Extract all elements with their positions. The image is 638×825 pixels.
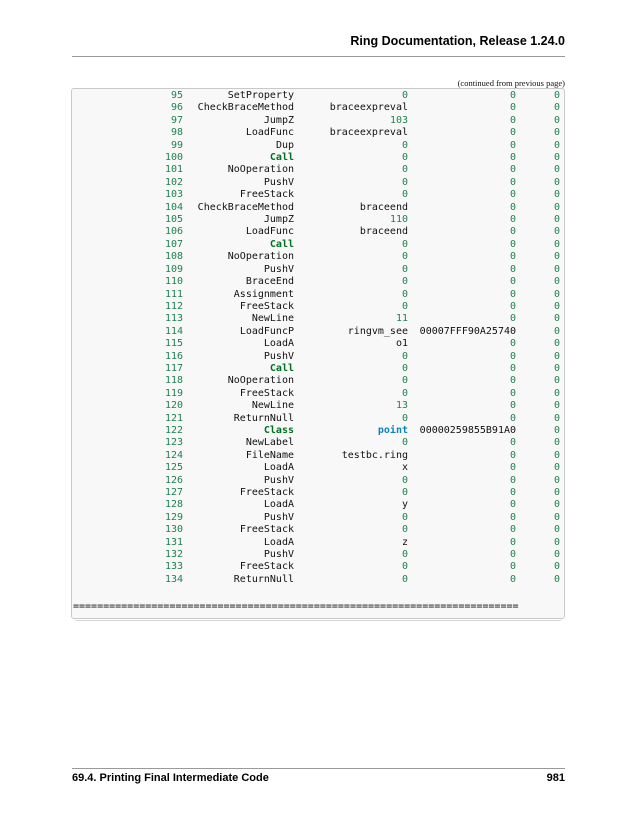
- operand: 0: [401, 549, 408, 561]
- operand: 0: [401, 511, 408, 523]
- code-rows: [72, 90, 564, 586]
- parameter-1: 0: [509, 499, 516, 511]
- parameter-2: 0: [553, 276, 560, 288]
- line-number: 110: [164, 276, 183, 288]
- parameter-1: 0: [509, 276, 516, 288]
- line-number: 109: [164, 263, 183, 275]
- operand: o1: [395, 338, 408, 350]
- code-row: [72, 226, 564, 238]
- parameter-1: 0: [509, 127, 516, 139]
- code-row: [72, 450, 564, 462]
- opcode: FileName: [245, 449, 294, 461]
- line-number: 112: [164, 300, 183, 312]
- opcode: FreeStack: [239, 300, 294, 312]
- parameter-1: 0: [509, 350, 516, 362]
- operand: 0: [401, 412, 408, 424]
- code-row: [72, 363, 564, 375]
- code-row: [72, 351, 564, 363]
- parameter-2: 0: [553, 362, 560, 374]
- operand: 0: [401, 437, 408, 449]
- code-row: [72, 524, 564, 536]
- line-number: 122: [164, 424, 183, 436]
- code-row: [72, 264, 564, 276]
- code-row: [72, 388, 564, 400]
- parameter-1: 0: [509, 139, 516, 151]
- parameter-2: 0: [553, 474, 560, 486]
- code-row: [72, 301, 564, 313]
- parameter-2: 0: [553, 189, 560, 201]
- parameter-1: 0: [509, 114, 516, 126]
- parameter-1: 0: [509, 487, 516, 498]
- line-number: 105: [164, 214, 183, 226]
- line-number: 123: [164, 437, 183, 449]
- parameter-2: 0: [553, 424, 560, 436]
- parameter-2: 0: [553, 226, 560, 238]
- parameter-2: 0: [553, 214, 560, 226]
- operand: 0: [401, 573, 408, 585]
- line-number: 108: [164, 251, 183, 263]
- parameter-2: 0: [553, 499, 560, 511]
- opcode: ReturnNull: [233, 573, 294, 585]
- operand: x: [401, 462, 408, 474]
- line-number: 99: [170, 139, 183, 151]
- operand: 0: [401, 276, 408, 288]
- opcode: PushV: [263, 263, 294, 275]
- opcode: Assignment: [233, 288, 294, 300]
- opcode: LoadA: [263, 536, 294, 548]
- opcode: CheckBraceMethod: [197, 201, 294, 213]
- opcode: NewLine: [251, 400, 294, 412]
- code-row: [72, 115, 564, 127]
- parameter-2: 0: [553, 350, 560, 362]
- code-row: [72, 437, 564, 449]
- line-number: 102: [164, 176, 183, 188]
- opcode: LoadA: [263, 462, 294, 474]
- operand: z: [401, 536, 408, 548]
- footer-divider: [72, 768, 565, 769]
- parameter-1: 0: [509, 387, 516, 399]
- operand: 0: [401, 139, 408, 151]
- parameter-2: 0: [553, 201, 560, 213]
- operand: braceend: [359, 201, 408, 213]
- code-row: [72, 326, 564, 338]
- parameter-2: 0: [553, 176, 560, 188]
- parameter-1: 00007FFF90A25740: [419, 325, 516, 337]
- parameter-1: 0: [509, 412, 516, 424]
- parameter-2: 0: [553, 139, 560, 151]
- code-row: [72, 338, 564, 350]
- parameter-2: 0: [553, 325, 560, 337]
- parameter-2: 0: [553, 573, 560, 585]
- operand: point: [377, 424, 408, 436]
- operand: 0: [401, 238, 408, 250]
- parameter-2: 0: [553, 238, 560, 250]
- operand: 0: [401, 164, 408, 176]
- line-number: 97: [170, 114, 183, 126]
- parameter-2: 0: [553, 251, 560, 263]
- opcode: LoadA: [263, 338, 294, 350]
- parameter-2: 0: [553, 487, 560, 498]
- opcode: Call: [269, 238, 294, 250]
- operand: 0: [401, 189, 408, 201]
- parameter-1: 0: [509, 362, 516, 374]
- parameter-2: 0: [553, 90, 560, 101]
- parameter-1: 0: [509, 214, 516, 226]
- line-number: 96: [170, 102, 183, 114]
- parameter-2: 0: [553, 549, 560, 561]
- opcode: JumpZ: [263, 114, 294, 126]
- parameter-2: 0: [553, 462, 560, 474]
- operand: 0: [401, 251, 408, 263]
- page-number: 981: [546, 772, 565, 784]
- line-number: 115: [164, 338, 183, 350]
- code-row: [72, 177, 564, 189]
- parameter-1: 0: [509, 375, 516, 387]
- operand: 0: [401, 487, 408, 498]
- opcode: LoadFuncP: [239, 325, 294, 337]
- line-number: 119: [164, 387, 183, 399]
- line-number: 127: [164, 487, 183, 498]
- line-number: 132: [164, 549, 183, 561]
- code-row: [72, 202, 564, 214]
- parameter-1: 0: [509, 536, 516, 548]
- line-number: 131: [164, 536, 183, 548]
- parameter-2: 0: [553, 300, 560, 312]
- footer-section-title: 69.4. Printing Final Intermediate Code: [72, 772, 269, 784]
- line-number: 104: [164, 201, 183, 213]
- opcode: PushV: [263, 474, 294, 486]
- line-number: 121: [164, 412, 183, 424]
- opcode: FreeStack: [239, 561, 294, 573]
- parameter-1: 0: [509, 313, 516, 325]
- opcode: CheckBraceMethod: [197, 102, 294, 114]
- opcode: PushV: [263, 511, 294, 523]
- parameter-1: 0: [509, 189, 516, 201]
- opcode: Class: [263, 424, 294, 436]
- code-row: [72, 289, 564, 301]
- operand: 0: [401, 387, 408, 399]
- operand: 0: [401, 176, 408, 188]
- parameter-1: 0: [509, 90, 516, 101]
- parameter-1: 0: [509, 338, 516, 350]
- code-row: [72, 90, 564, 102]
- parameter-1: 0: [509, 573, 516, 585]
- code-block: [71, 88, 565, 619]
- operand: ringvm_see: [347, 325, 408, 337]
- parameter-2: 0: [553, 338, 560, 350]
- parameter-1: 0: [509, 102, 516, 114]
- parameter-1: 0: [509, 300, 516, 312]
- parameter-2: 0: [553, 313, 560, 325]
- opcode: NewLabel: [245, 437, 294, 449]
- parameter-2: 0: [553, 127, 560, 139]
- opcode: NoOperation: [227, 164, 294, 176]
- line-number: 117: [164, 362, 183, 374]
- parameter-1: 0: [509, 263, 516, 275]
- code-row: [72, 462, 564, 474]
- opcode: Dup: [275, 139, 294, 151]
- parameter-1: 0: [509, 164, 516, 176]
- parameter-1: 0: [509, 474, 516, 486]
- line-number: 133: [164, 561, 183, 573]
- line-number: 134: [164, 573, 183, 585]
- opcode: NoOperation: [227, 251, 294, 263]
- parameter-1: 0: [509, 400, 516, 412]
- line-number: 95: [170, 90, 183, 101]
- code-row: [72, 164, 564, 176]
- parameter-1: 0: [509, 176, 516, 188]
- parameter-1: 0: [509, 524, 516, 536]
- separator-line: ==========================================================================: [73, 601, 519, 612]
- line-number: 130: [164, 524, 183, 536]
- opcode: NewLine: [251, 313, 294, 325]
- line-number: 128: [164, 499, 183, 511]
- parameter-2: 0: [553, 152, 560, 164]
- line-number: 126: [164, 474, 183, 486]
- parameter-1: 0: [509, 437, 516, 449]
- code-row: [72, 127, 564, 139]
- code-row: [72, 140, 564, 152]
- opcode: FreeStack: [239, 487, 294, 498]
- parameter-2: 0: [553, 387, 560, 399]
- code-row: [72, 574, 564, 586]
- parameter-1: 0: [509, 511, 516, 523]
- line-number: 124: [164, 449, 183, 461]
- operand: 0: [401, 362, 408, 374]
- opcode: NoOperation: [227, 375, 294, 387]
- line-number: 125: [164, 462, 183, 474]
- opcode: FreeStack: [239, 524, 294, 536]
- opcode: FreeStack: [239, 387, 294, 399]
- operand: 13: [395, 400, 408, 412]
- code-row: [72, 313, 564, 325]
- opcode: JumpZ: [263, 214, 294, 226]
- parameter-2: 0: [553, 449, 560, 461]
- line-number: 106: [164, 226, 183, 238]
- line-number: 118: [164, 375, 183, 387]
- code-row: [72, 549, 564, 561]
- parameter-2: 0: [553, 561, 560, 573]
- opcode: Call: [269, 362, 294, 374]
- parameter-1: 0: [509, 549, 516, 561]
- parameter-2: 0: [553, 102, 560, 114]
- line-number: 101: [164, 164, 183, 176]
- code-row: [72, 512, 564, 524]
- parameter-2: 0: [553, 263, 560, 275]
- parameter-1: 0: [509, 561, 516, 573]
- opcode: SetProperty: [227, 90, 294, 101]
- opcode: ReturnNull: [233, 412, 294, 424]
- parameter-1: 0: [509, 152, 516, 164]
- code-row: [72, 152, 564, 164]
- operand: braceexpreval: [329, 127, 408, 139]
- parameter-1: 0: [509, 226, 516, 238]
- operand: y: [401, 499, 408, 511]
- line-number: 129: [164, 511, 183, 523]
- opcode: PushV: [263, 549, 294, 561]
- parameter-2: 0: [553, 400, 560, 412]
- parameter-2: 0: [553, 164, 560, 176]
- parameter-2: 0: [553, 511, 560, 523]
- operand: 0: [401, 90, 408, 101]
- line-number: 113: [164, 313, 183, 325]
- parameter-1: 0: [509, 201, 516, 213]
- code-row: [72, 276, 564, 288]
- parameter-2: 0: [553, 114, 560, 126]
- operand: 0: [401, 474, 408, 486]
- opcode: LoadA: [263, 499, 294, 511]
- operand: testbc.ring: [341, 449, 408, 461]
- code-row: [72, 425, 564, 437]
- parameter-2: 0: [553, 524, 560, 536]
- parameter-1: 00000259855B91A0: [419, 424, 516, 436]
- line-number: 111: [164, 288, 183, 300]
- operand: 0: [401, 152, 408, 164]
- operand: 110: [389, 214, 408, 226]
- opcode: PushV: [263, 350, 294, 362]
- code-row: [72, 413, 564, 425]
- parameter-2: 0: [553, 288, 560, 300]
- operand: 0: [401, 524, 408, 536]
- code-row: [72, 400, 564, 412]
- code-row: [72, 475, 564, 487]
- operand: 0: [401, 350, 408, 362]
- parameter-1: 0: [509, 251, 516, 263]
- page-header-title: Ring Documentation, Release 1.24.0: [350, 34, 565, 48]
- header-divider: [72, 56, 565, 57]
- line-number: 120: [164, 400, 183, 412]
- opcode: BraceEnd: [245, 276, 294, 288]
- code-row: [72, 189, 564, 201]
- opcode: FreeStack: [239, 189, 294, 201]
- operand: braceend: [359, 226, 408, 238]
- code-row: [72, 251, 564, 263]
- code-row: [72, 537, 564, 549]
- operand: 0: [401, 288, 408, 300]
- parameter-2: 0: [553, 412, 560, 424]
- code-row: [72, 375, 564, 387]
- opcode: Call: [269, 152, 294, 164]
- code-row: [72, 239, 564, 251]
- parameter-2: 0: [553, 437, 560, 449]
- continued-note: (continued from previous page): [457, 78, 565, 88]
- operand: 0: [401, 263, 408, 275]
- line-number: 107: [164, 238, 183, 250]
- parameter-1: 0: [509, 288, 516, 300]
- line-number: 103: [164, 189, 183, 201]
- code-row: [72, 102, 564, 114]
- line-number: 98: [170, 127, 183, 139]
- parameter-2: 0: [553, 375, 560, 387]
- parameter-2: 0: [553, 536, 560, 548]
- operand: 103: [389, 114, 408, 126]
- code-row: [72, 214, 564, 226]
- operand: 0: [401, 375, 408, 387]
- operand: braceexpreval: [329, 102, 408, 114]
- opcode: LoadFunc: [245, 127, 294, 139]
- code-row: [72, 487, 564, 499]
- operand: 11: [395, 313, 408, 325]
- code-row: [72, 499, 564, 511]
- parameter-1: 0: [509, 449, 516, 461]
- operand: 0: [401, 300, 408, 312]
- operand: 0: [401, 561, 408, 573]
- parameter-1: 0: [509, 462, 516, 474]
- parameter-1: 0: [509, 238, 516, 250]
- code-row: [72, 561, 564, 573]
- line-number: 114: [164, 325, 183, 337]
- opcode: PushV: [263, 176, 294, 188]
- line-number: 100: [164, 152, 183, 164]
- line-number: 116: [164, 350, 183, 362]
- opcode: LoadFunc: [245, 226, 294, 238]
